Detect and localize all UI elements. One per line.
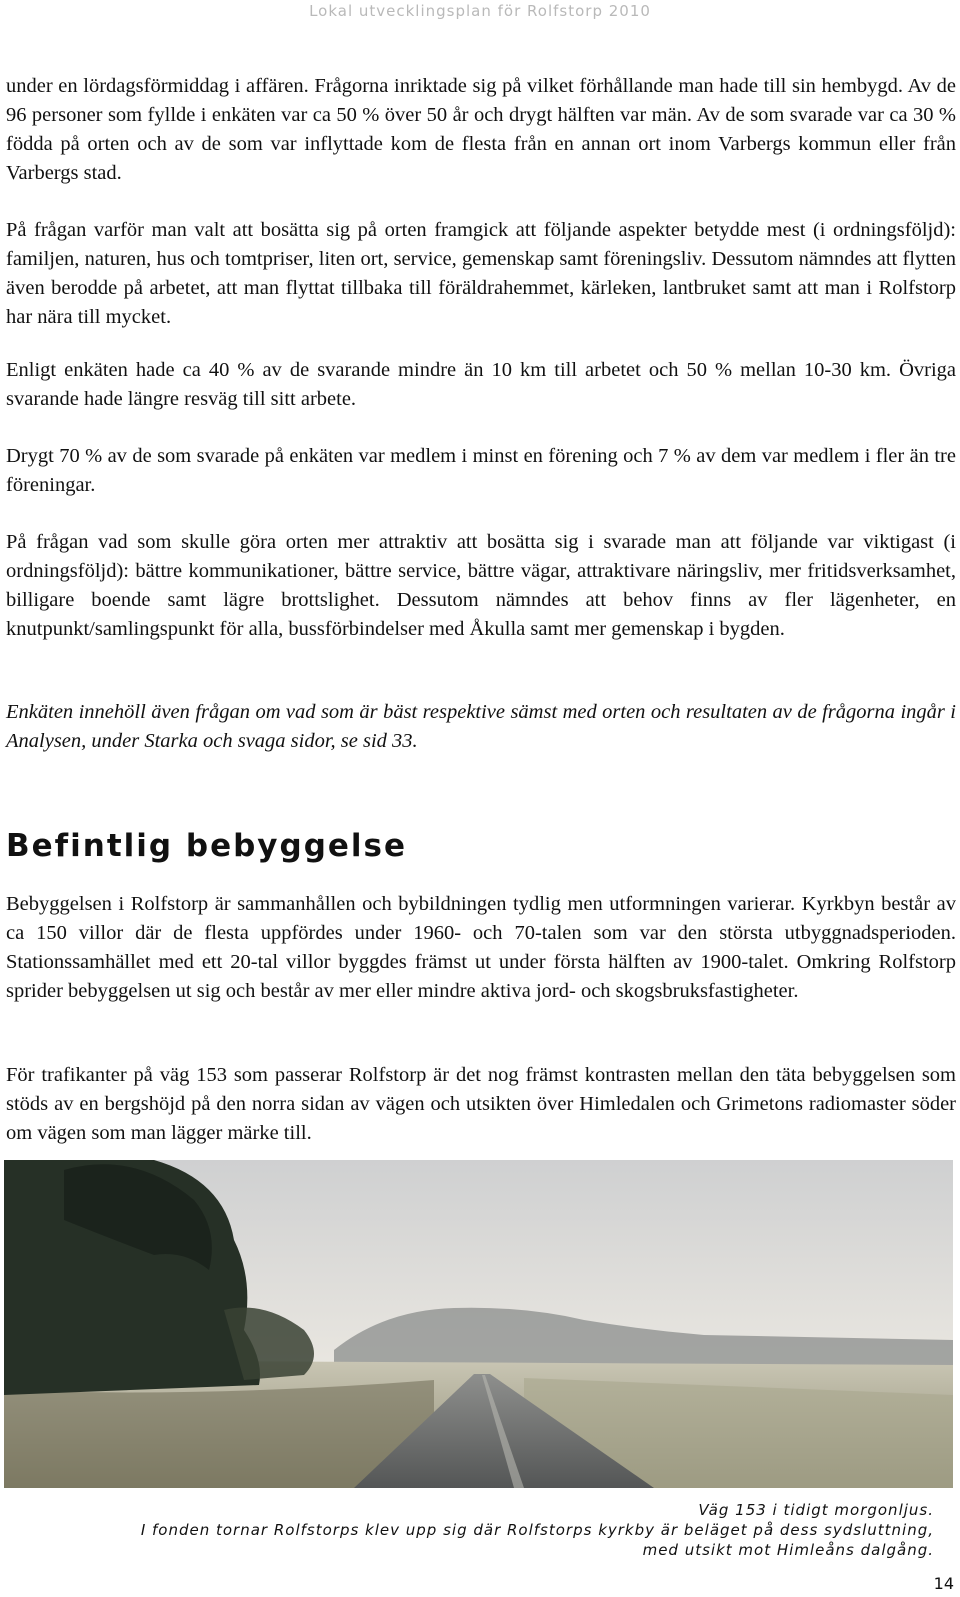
paragraph-analysis-reference: Enkäten innehöll även frågan om vad som är bäst respektive sämst med orten och resultaten av de frågorna ingår i Analysen, under Starka och svaga sidor, se sid 33. xyxy=(6,701,956,752)
paragraph-road-view: För trafikanter på väg 153 som passerar Rolfstorp är det nog främst kontrasten mellan den täta bebyggelsen som stöds av en bergshöjd på den norra sidan av vägen och utsikten över Himledalen och Grimetons radiomaster söder om vägen som man lägger märke till. xyxy=(6,1064,956,1144)
caption-line: med utsikt mot Himleåns dalgång. xyxy=(642,1541,934,1559)
paragraph-associations: Drygt 70 % av de som svarade på enkäten var medlem i minst en förening och 7 % av dem var medlem i fler än tre föreningar. xyxy=(6,445,956,496)
document-header: Lokal utvecklingsplan för Rolfstorp 2010 xyxy=(309,2,651,20)
page-number: 14 xyxy=(933,1574,954,1593)
section-heading: Befintlig bebyggelse xyxy=(6,828,408,864)
paragraph-reasons-to-settle: På frågan varför man valt att bosätta sig på orten framgick att följande aspekter betydde mest (i ordningsföljd): familjen, naturen, hus och tomtpriser, liten ort, service, gemenskap samt föreningsliv. Dessutom nämndes att flytten även berodde på arbetet, att man flyttat tillbaka till föräldrahemmet, kärleken, lantbruket samt att man i Rolfstorp har nära till mycket. xyxy=(6,219,956,328)
paragraph-commute: Enligt enkäten hade ca 40 % av de svarande mindre än 10 km till arbetet och 50 % mellan 10-30 km. Övriga svarande hade längre resväg till sitt arbete. xyxy=(6,359,956,410)
caption-line: Väg 153 i tidigt morgonljus. xyxy=(698,1501,934,1519)
caption-line: I fonden tornar Rolfstorps klev upp sig där Rolfstorps kyrkby är beläget på dess sydsluttning, xyxy=(140,1521,934,1539)
paragraph-attractiveness: På frågan vad som skulle göra orten mer attraktiv att bosätta sig i svarade man att följande var viktigast (i ordningsföljd): bättre kommunikationer, bättre service, bättre vägar, attraktivare näringsliv, mer fritidsverksamhet, billigare boende samt lägre brottslighet. Dessutom nämndes att behov finns av fler lägenheter, en knutpunkt/samlingspunkt för alla, bussförbindelser med Åkulla samt mer gemenskap i bygden. xyxy=(6,531,956,640)
paragraph-buildings: Bebyggelsen i Rolfstorp är sammanhållen och bybildningen tydlig men utformningen varierar. Kyrkbyn består av ca 150 villor där de flesta uppfördes under 1960- och 70-talen som var den största utbyggnadsperioden. Stationssamhället med ett 20-tal villor byggdes främst ut under första hälften av 1900-talet. Omkring Rolfstorp sprider bebyggelsen ut sig och består av mer eller mindre aktiva jord- och skogsbruksfastigheter. xyxy=(6,893,956,1002)
photo-caption xyxy=(34,1500,934,1560)
paragraph-survey-intro: under en lördagsförmiddag i affären. Frågorna inriktade sig på vilket förhållande man hade till sin hembygd. Av de 96 personer som fyllde i enkäten var ca 50 % över 50 år och drygt hälften var män. Av de som svarade var ca 30 % födda på orten och av de som var inflyttade kom de flesta från en annan ort inom Varbergs kommun eller från Varbergs stad. xyxy=(6,75,956,184)
landscape-photo xyxy=(4,1160,953,1488)
